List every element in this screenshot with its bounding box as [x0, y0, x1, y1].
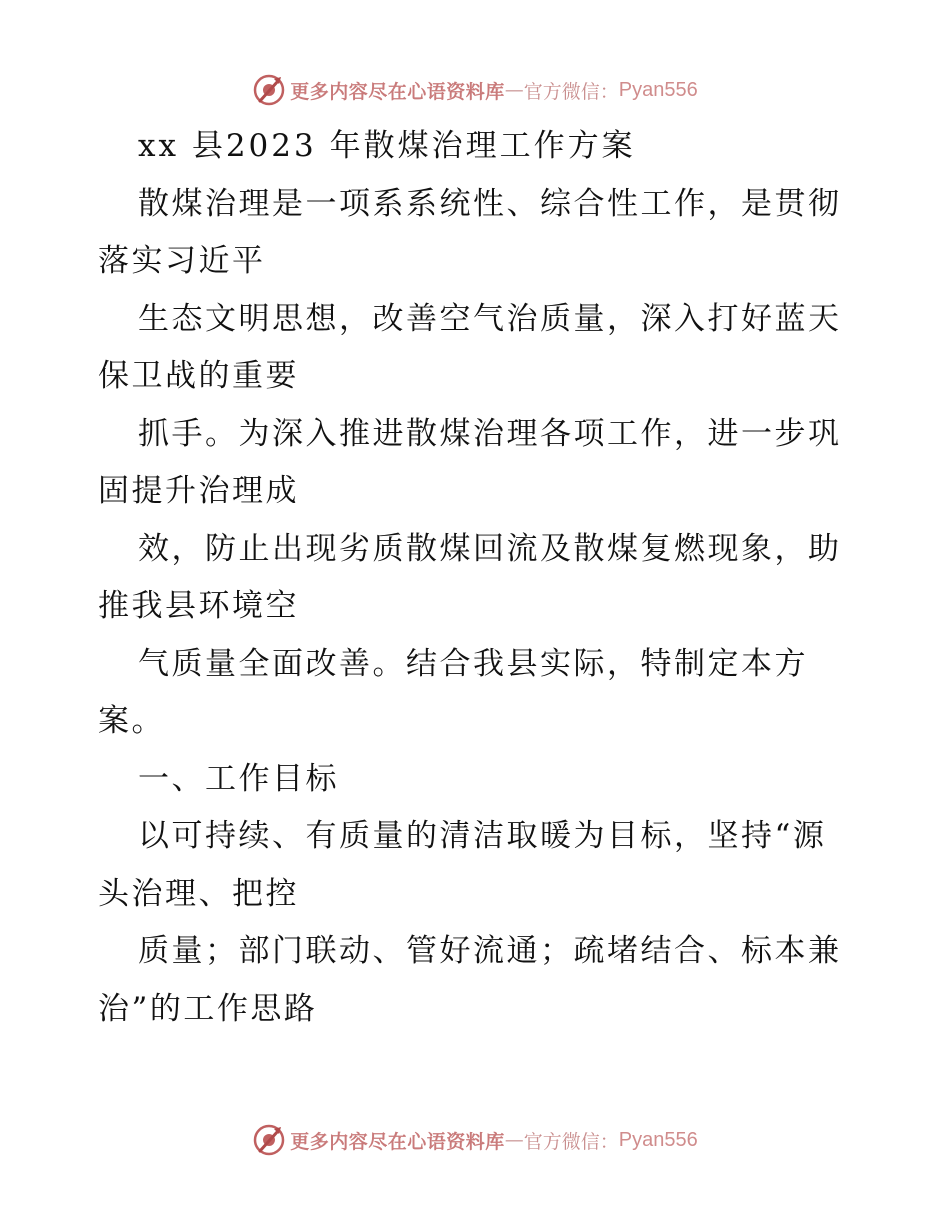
watermark-wechat-id: Pyan556: [618, 78, 698, 101]
footer-watermark: [0, 1120, 950, 1160]
paragraph-line: 落实习近平: [98, 243, 266, 279]
watermark-separator: —: [504, 1129, 524, 1151]
watermark-brand: 更多内容尽在心语资料库: [290, 1130, 505, 1153]
watermark-label: 官方微信：: [523, 80, 619, 103]
paragraph-line: 效，防止出现劣质散煤回流及散煤复燃现象，助: [138, 530, 842, 567]
paragraph-line: 以可持续、有质量的清洁取暖为目标，坚持“源: [138, 818, 827, 854]
paragraph-line: 散煤治理是一项系系统性、综合性工作，是贯彻: [138, 185, 842, 222]
section-heading: 一、工作目标: [138, 760, 339, 797]
header-watermark: [0, 70, 950, 110]
paragraph-line: 生态文明思想，改善空气治质量，深入打好蓝天: [138, 300, 842, 337]
paragraph-line: 抓手。为深入推进散煤治理各项工作，进一步巩: [138, 415, 842, 452]
paragraph-line: 案。: [98, 703, 165, 739]
document-title: xx 县2023 年散煤治理工作方案: [138, 128, 636, 164]
seal-logo-icon: [252, 1123, 286, 1157]
paragraph-line: 治”的工作思路: [98, 990, 318, 1027]
paragraph-line: 质量；部门联动、管好流通；疏堵结合、标本兼: [138, 933, 842, 969]
watermark-brand: 更多内容尽在心语资料库: [290, 80, 505, 103]
paragraph-line: 固提升治理成: [98, 473, 299, 509]
seal-logo-icon: [252, 73, 286, 107]
paragraph-line: 气质量全面改善。结合我县实际，特制定本方: [138, 645, 808, 682]
paragraph-line: 头治理、把控: [98, 875, 299, 912]
paragraph-line: 推我县环境空: [98, 588, 299, 624]
watermark-separator: —: [504, 79, 524, 101]
document-body: [98, 118, 858, 1038]
watermark-wechat-id: Pyan556: [618, 1128, 698, 1151]
watermark-label: 官方微信：: [523, 1130, 619, 1153]
paragraph-line: 保卫战的重要: [98, 358, 299, 394]
